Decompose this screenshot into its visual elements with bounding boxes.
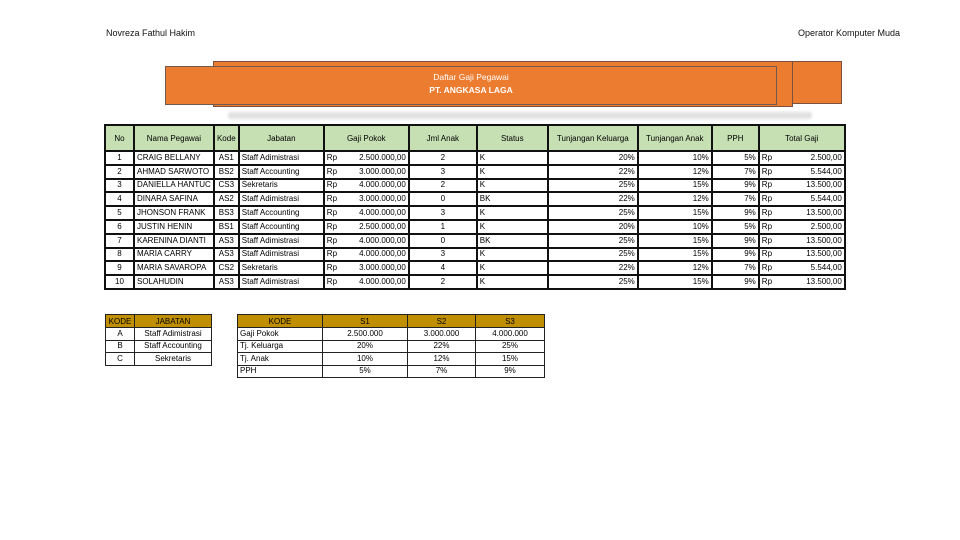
gol-s1[interactable]: 10%: [323, 353, 408, 366]
cell-no[interactable]: 3: [105, 179, 134, 193]
cell-jabatan[interactable]: Staff Accounting: [239, 206, 324, 220]
lookup-kode[interactable]: C: [106, 353, 135, 366]
gol-label[interactable]: Tj. Keluarga: [238, 340, 323, 353]
currency-label: Rp: [326, 277, 338, 287]
currency-label: Rp: [761, 277, 773, 287]
cell-kode[interactable]: AS3: [214, 234, 239, 248]
cell-no[interactable]: 6: [105, 220, 134, 234]
cell-pph[interactable]: 9%: [712, 248, 759, 262]
cell-nama[interactable]: MARIA CARRY: [134, 248, 214, 262]
lookup-jabatan[interactable]: Sekretaris: [135, 353, 212, 366]
currency-label: Rp: [326, 166, 338, 176]
cell-no[interactable]: 9: [105, 261, 134, 275]
cell-kode[interactable]: AS3: [214, 248, 239, 262]
table-row: [105, 165, 845, 179]
cell-pph[interactable]: 5%: [712, 151, 759, 165]
currency-label: Rp: [326, 249, 338, 259]
cell-nama[interactable]: KARENINA DIANTI: [134, 234, 214, 248]
cell-no[interactable]: 4: [105, 192, 134, 206]
gaji-value: 2.500.000,00: [359, 221, 406, 231]
author-name: Novreza Fathul Hakim: [106, 28, 196, 38]
golongan-lookup-table: [237, 314, 545, 378]
cell-gaji[interactable]: [324, 206, 409, 220]
cell-total[interactable]: [759, 275, 845, 289]
gaji-value: 3.000.000,00: [359, 263, 406, 273]
cell-tunj-keluarga[interactable]: 22%: [548, 165, 638, 179]
col-header-tunj-keluarga[interactable]: Tunjangan Keluarga: [548, 125, 638, 151]
total-value: 13.500,00: [806, 180, 842, 190]
gol-s2[interactable]: 22%: [408, 340, 476, 353]
cell-kode[interactable]: AS3: [214, 275, 239, 289]
cell-pph[interactable]: 7%: [712, 192, 759, 206]
gol-s2[interactable]: 3.000.000: [408, 328, 476, 341]
cell-total[interactable]: [759, 179, 845, 193]
gol-label[interactable]: PPH: [238, 365, 323, 378]
total-value: 13.500,00: [806, 249, 842, 259]
cell-tunj-anak[interactable]: 12%: [638, 165, 712, 179]
cell-tunj-anak[interactable]: 15%: [638, 179, 712, 193]
currency-label: Rp: [326, 221, 338, 231]
cell-kode[interactable]: CS2: [214, 261, 239, 275]
cell-no[interactable]: 1: [105, 151, 134, 165]
cell-jabatan[interactable]: Staff Adimistrasi: [239, 275, 324, 289]
currency-label: Rp: [761, 208, 773, 218]
cell-jabatan[interactable]: Staff Adimistrasi: [239, 192, 324, 206]
cell-anak[interactable]: 0: [409, 234, 477, 248]
cell-status[interactable]: K: [477, 248, 548, 262]
cell-gaji[interactable]: [324, 179, 409, 193]
lookup-kode[interactable]: B: [106, 340, 135, 353]
col-header-kode[interactable]: Kode: [214, 125, 239, 151]
cell-status[interactable]: BK: [477, 234, 548, 248]
banner-company: PT. ANGKASA LAGA: [429, 85, 513, 95]
cell-nama[interactable]: SOLAHUDIN: [134, 275, 214, 289]
gaji-value: 3.000.000,00: [359, 194, 406, 204]
col-header-anak[interactable]: Jml Anak: [409, 125, 477, 151]
cell-anak[interactable]: 0: [409, 192, 477, 206]
gol-header-s2[interactable]: S2: [408, 315, 476, 328]
total-value: 5.544,00: [810, 263, 842, 273]
cell-tunj-anak[interactable]: 10%: [638, 151, 712, 165]
cell-nama[interactable]: MARIA SAVAROPA: [134, 261, 214, 275]
cell-pph[interactable]: 7%: [712, 165, 759, 179]
currency-label: Rp: [326, 152, 338, 162]
cell-total[interactable]: [759, 151, 845, 165]
gaji-value: 4.000.000,00: [359, 208, 406, 218]
cell-pph[interactable]: 9%: [712, 179, 759, 193]
gol-s3[interactable]: 9%: [476, 365, 545, 378]
col-header-total[interactable]: Total Gaji: [759, 125, 845, 151]
currency-label: Rp: [761, 166, 773, 176]
currency-label: Rp: [761, 263, 773, 273]
cell-jabatan[interactable]: Staff Accounting: [239, 220, 324, 234]
table-row: [105, 179, 845, 193]
cell-gaji[interactable]: [324, 248, 409, 262]
cell-pph[interactable]: 5%: [712, 220, 759, 234]
gol-s1[interactable]: 20%: [323, 340, 408, 353]
cell-gaji[interactable]: [324, 192, 409, 206]
total-value: 2.500,00: [810, 152, 842, 162]
table-row: [105, 192, 845, 206]
cell-nama[interactable]: DANIELLA HANTUC: [134, 179, 214, 193]
cell-nama[interactable]: JUSTIN HENIN: [134, 220, 214, 234]
lookup-row: [106, 328, 212, 341]
cell-gaji[interactable]: [324, 234, 409, 248]
cell-total[interactable]: [759, 261, 845, 275]
cell-total[interactable]: [759, 192, 845, 206]
gaji-value: 4.000.000,00: [359, 277, 406, 287]
gol-s3[interactable]: 25%: [476, 340, 545, 353]
currency-label: Rp: [761, 235, 773, 245]
table-row: [105, 248, 845, 262]
total-value: 2.500,00: [810, 221, 842, 231]
gol-s2[interactable]: 12%: [408, 353, 476, 366]
cell-kode[interactable]: BS2: [214, 165, 239, 179]
cell-total[interactable]: [759, 206, 845, 220]
gol-s3[interactable]: 4.000.000: [476, 328, 545, 341]
cell-pph[interactable]: 9%: [712, 234, 759, 248]
cell-no[interactable]: 2: [105, 165, 134, 179]
currency-label: Rp: [761, 180, 773, 190]
cell-tunj-anak[interactable]: 12%: [638, 261, 712, 275]
cell-tunj-anak[interactable]: 10%: [638, 220, 712, 234]
gol-label[interactable]: Gaji Pokok: [238, 328, 323, 341]
total-value: 13.500,00: [806, 277, 842, 287]
cell-pph[interactable]: 9%: [712, 206, 759, 220]
cell-tunj-anak[interactable]: 15%: [638, 275, 712, 289]
cell-anak[interactable]: 4: [409, 261, 477, 275]
currency-label: Rp: [326, 194, 338, 204]
gol-s3[interactable]: 15%: [476, 353, 545, 366]
currency-label: Rp: [326, 180, 338, 190]
gaji-value: 4.000.000,00: [359, 249, 406, 259]
golongan-row: [238, 365, 545, 378]
cell-gaji[interactable]: [324, 275, 409, 289]
lookup-kode[interactable]: A: [106, 328, 135, 341]
cell-tunj-keluarga[interactable]: 25%: [548, 275, 638, 289]
cell-anak[interactable]: 2: [409, 151, 477, 165]
cell-status[interactable]: K: [477, 179, 548, 193]
cell-pph[interactable]: 9%: [712, 275, 759, 289]
gol-s1[interactable]: 2.500.000: [323, 328, 408, 341]
cell-anak[interactable]: 2: [409, 275, 477, 289]
currency-label: Rp: [761, 152, 773, 162]
cell-kode[interactable]: AS2: [214, 192, 239, 206]
cell-no[interactable]: 7: [105, 234, 134, 248]
cell-jabatan[interactable]: Staff Adimistrasi: [239, 151, 324, 165]
title-banner: [165, 66, 777, 105]
cell-gaji[interactable]: [324, 220, 409, 234]
gaji-value: 4.000.000,00: [359, 235, 406, 245]
jabatan-lookup-table: [105, 314, 212, 366]
col-header-tunj-anak[interactable]: Tunjangan Anak: [638, 125, 712, 151]
cell-jabatan[interactable]: Staff Accounting: [239, 165, 324, 179]
cell-gaji[interactable]: [324, 261, 409, 275]
cell-anak[interactable]: 1: [409, 220, 477, 234]
cell-status[interactable]: BK: [477, 192, 548, 206]
total-value: 13.500,00: [806, 208, 842, 218]
total-value: 5.544,00: [810, 166, 842, 176]
cell-jabatan[interactable]: Sekretaris: [239, 179, 324, 193]
total-value: 13.500,00: [806, 235, 842, 245]
currency-label: Rp: [761, 194, 773, 204]
cell-status[interactable]: K: [477, 206, 548, 220]
lookup-header-jabatan[interactable]: JABATAN: [135, 315, 212, 328]
lookup-jabatan[interactable]: Staff Adimistrasi: [135, 328, 212, 341]
gol-header-kode[interactable]: KODE: [238, 315, 323, 328]
cell-nama[interactable]: JHONSON FRANK: [134, 206, 214, 220]
cell-jabatan[interactable]: Staff Adimistrasi: [239, 234, 324, 248]
gaji-value: 4.000.000,00: [359, 180, 406, 190]
col-header-jabatan[interactable]: Jabatan: [239, 125, 324, 151]
author-role: Operator Komputer Muda: [797, 28, 900, 38]
table-row: [105, 234, 845, 248]
col-header-no[interactable]: No: [105, 125, 134, 151]
cell-status[interactable]: K: [477, 275, 548, 289]
col-header-pph[interactable]: PPH: [712, 125, 759, 151]
cell-status[interactable]: K: [477, 151, 548, 165]
cell-no[interactable]: 10: [105, 275, 134, 289]
cell-anak[interactable]: 3: [409, 206, 477, 220]
lookup-header-kode[interactable]: KODE: [106, 315, 135, 328]
cell-tunj-anak[interactable]: 15%: [638, 206, 712, 220]
gol-s1[interactable]: 5%: [323, 365, 408, 378]
cell-total[interactable]: [759, 248, 845, 262]
cell-no[interactable]: 8: [105, 248, 134, 262]
cell-tunj-anak[interactable]: 15%: [638, 234, 712, 248]
currency-label: Rp: [326, 263, 338, 273]
cell-tunj-anak[interactable]: 15%: [638, 248, 712, 262]
cell-kode[interactable]: BS3: [214, 206, 239, 220]
salary-table: [104, 124, 846, 290]
golongan-row: [238, 353, 545, 366]
lookup-jabatan[interactable]: Staff Accounting: [135, 340, 212, 353]
gol-header-s3[interactable]: S3: [476, 315, 545, 328]
cell-status[interactable]: K: [477, 220, 548, 234]
banner-shadow: [228, 111, 812, 120]
table-header-row: [105, 125, 845, 151]
cell-no[interactable]: 5: [105, 206, 134, 220]
cell-tunj-keluarga[interactable]: 25%: [548, 234, 638, 248]
cell-total[interactable]: [759, 234, 845, 248]
cell-gaji[interactable]: [324, 165, 409, 179]
cell-tunj-keluarga[interactable]: 25%: [548, 179, 638, 193]
cell-anak[interactable]: 3: [409, 248, 477, 262]
golongan-row: [238, 340, 545, 353]
cell-kode[interactable]: BS1: [214, 220, 239, 234]
cell-tunj-keluarga[interactable]: 20%: [548, 151, 638, 165]
gol-header-s1[interactable]: S1: [323, 315, 408, 328]
cell-pph[interactable]: 7%: [712, 261, 759, 275]
currency-label: Rp: [761, 249, 773, 259]
cell-tunj-anak[interactable]: 12%: [638, 192, 712, 206]
cell-tunj-keluarga[interactable]: 22%: [548, 261, 638, 275]
cell-tunj-keluarga[interactable]: 25%: [548, 206, 638, 220]
lookup-row: [106, 340, 212, 353]
cell-total[interactable]: [759, 165, 845, 179]
cell-jabatan[interactable]: Staff Adimistrasi: [239, 248, 324, 262]
total-value: 5.544,00: [810, 194, 842, 204]
cell-nama[interactable]: DINARA SAFINA: [134, 192, 214, 206]
gaji-value: 3.000.000,00: [359, 166, 406, 176]
cell-nama[interactable]: CRAIG BELLANY: [134, 151, 214, 165]
golongan-row: [238, 328, 545, 341]
currency-label: Rp: [326, 235, 338, 245]
cell-total[interactable]: [759, 220, 845, 234]
gol-s2[interactable]: 7%: [408, 365, 476, 378]
table-row: [105, 151, 845, 165]
cell-status[interactable]: K: [477, 165, 548, 179]
cell-kode[interactable]: AS1: [214, 151, 239, 165]
gaji-value: 2.500.000,00: [359, 152, 406, 162]
table-row: [105, 275, 845, 289]
col-header-status[interactable]: Status: [477, 125, 548, 151]
currency-label: Rp: [326, 208, 338, 218]
table-row: [105, 261, 845, 275]
cell-nama[interactable]: AHMAD SARWOTO: [134, 165, 214, 179]
cell-tunj-keluarga[interactable]: 25%: [548, 248, 638, 262]
cell-tunj-keluarga[interactable]: 20%: [548, 220, 638, 234]
banner-title: Daftar Gaji Pegawai: [433, 72, 509, 82]
currency-label: Rp: [761, 221, 773, 231]
gol-label[interactable]: Tj. Anak: [238, 353, 323, 366]
cell-gaji[interactable]: [324, 151, 409, 165]
cell-jabatan[interactable]: Sekretaris: [239, 261, 324, 275]
table-row: [105, 206, 845, 220]
cell-anak[interactable]: 3: [409, 165, 477, 179]
cell-anak[interactable]: 2: [409, 179, 477, 193]
cell-kode[interactable]: CS3: [214, 179, 239, 193]
lookup-row: [106, 353, 212, 366]
table-row: [105, 220, 845, 234]
col-header-gaji[interactable]: Gaji Pokok: [324, 125, 409, 151]
cell-status[interactable]: K: [477, 261, 548, 275]
cell-tunj-keluarga[interactable]: 22%: [548, 192, 638, 206]
col-header-nama[interactable]: Nama Pegawai: [134, 125, 214, 151]
